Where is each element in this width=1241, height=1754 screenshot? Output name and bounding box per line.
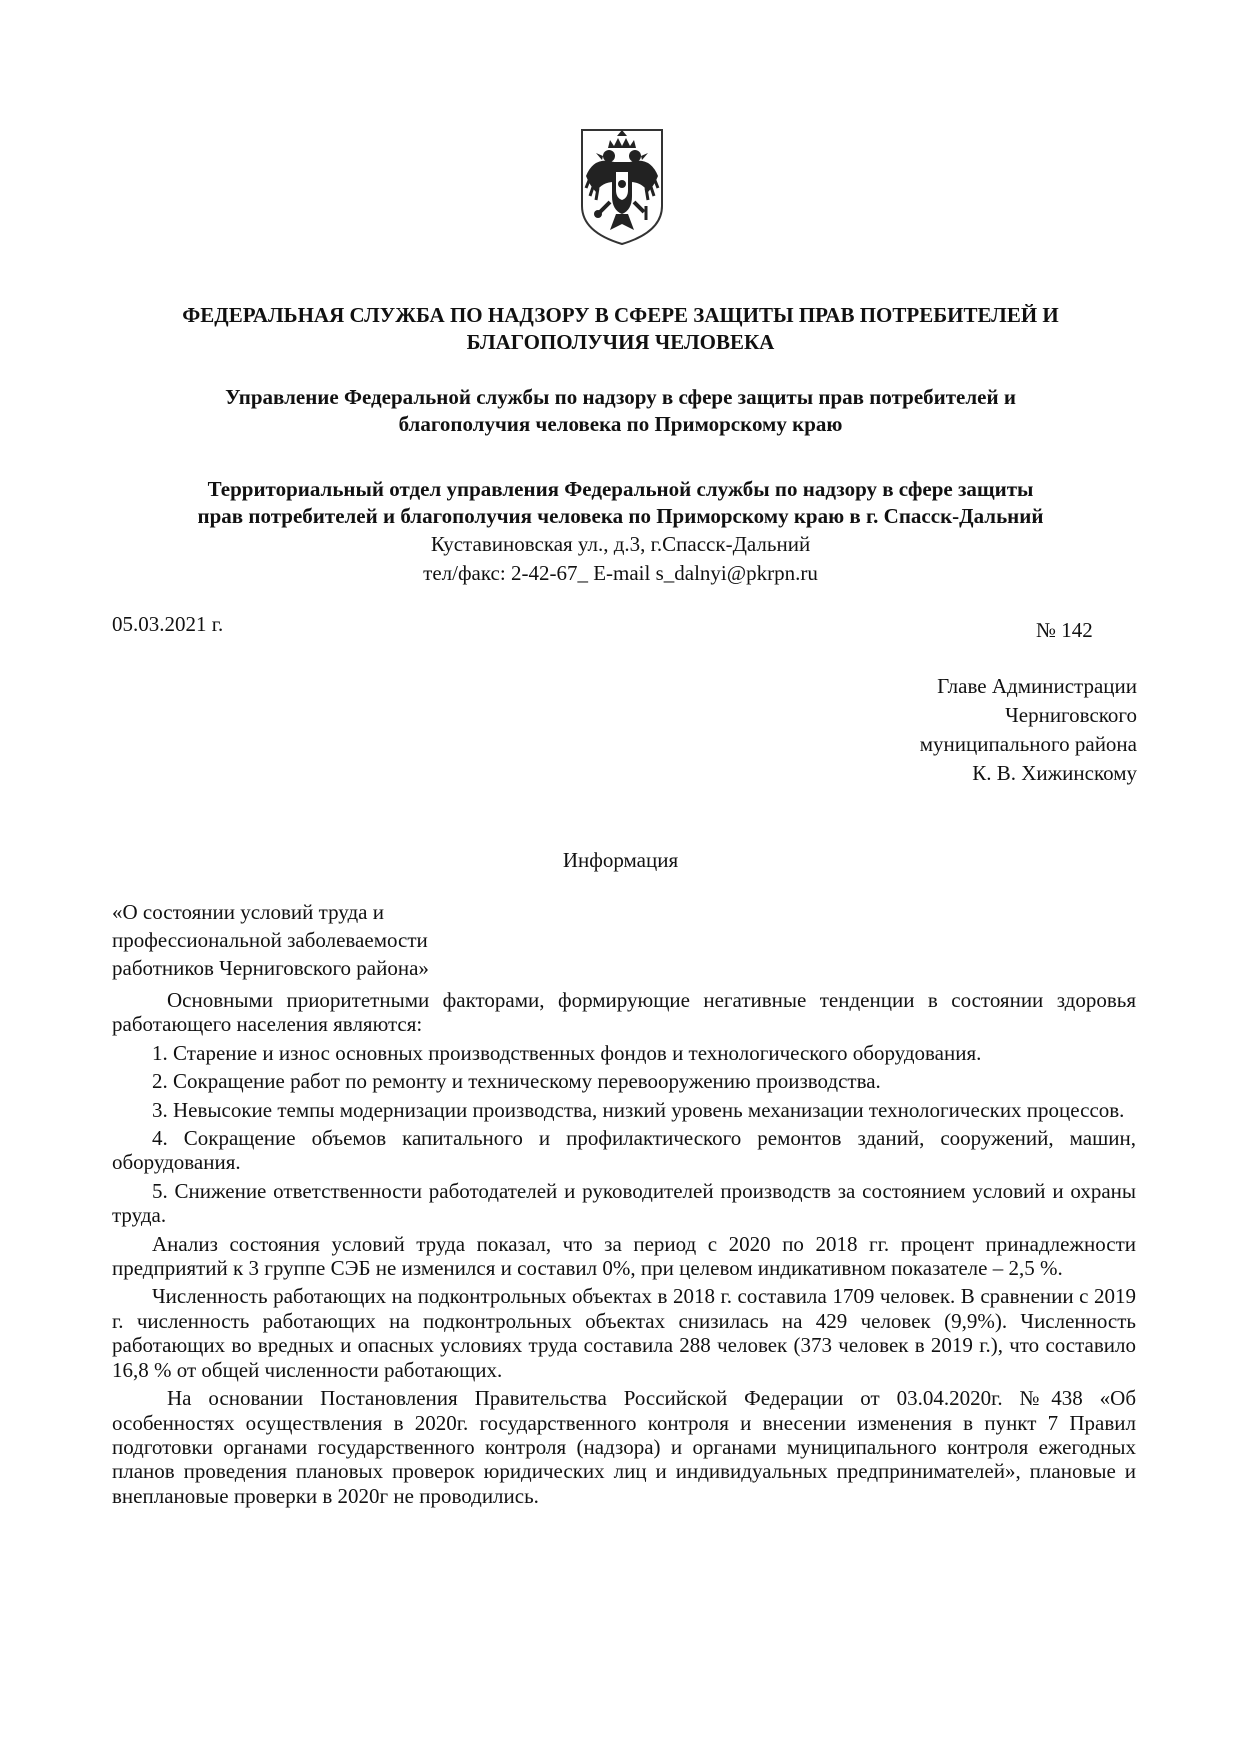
document-number: № 142	[1036, 618, 1093, 642]
document-body	[112, 988, 1136, 1512]
body-paragraph: Анализ состояния условий труда показал, что за период с 2020 по 2018 гг. процент принадлежности предприятий к 3 группе СЭБ не изменился и составил 0%, при целевом индикативном показателе – 2,5 %.	[112, 1231, 1136, 1281]
recipient-line: К. В. Хижинскому	[972, 761, 1137, 785]
recipient-block	[920, 672, 1137, 788]
subject-line: работников Черниговского района»	[112, 956, 429, 980]
body-paragraph: Численность работающих на подконтрольных объектах в 2018 г. составила 1709 человек. В сравнении с 2019 г. численность работающих на подконтрольных объектах снизилась на 429 человек (9,9%). Численность работающих во вредных и опасных условиях труда составила 288 человек (373 человек в 2019 г.), что составило 16,8 % от общей численности работающих.	[112, 1284, 1136, 1382]
recipient-line: Черниговского	[1005, 703, 1137, 727]
department-name	[100, 476, 1141, 530]
list-item: 5. Снижение ответственности работодателей и руководителей производств за состоянием условий и охраны труда.	[112, 1178, 1136, 1228]
list-item: 3. Невысокие темпы модернизации производства, низкий уровень механизации технологических процессов.	[152, 1097, 1125, 1122]
list-item: 4. Сокращение объемов капитального и профилактического ремонтов зданий, сооружений, машин, оборудования.	[112, 1126, 1136, 1175]
directorate-name	[100, 384, 1141, 438]
subject-line: «О состоянии условий труда и	[112, 900, 384, 924]
department-address	[100, 530, 1141, 588]
department-name-line: Территориальный отдел управления Федеральной службы по надзору в сфере защиты	[207, 477, 1034, 501]
contacts-line: тел/факс: 2-42-67_ E-mail s_dalnyi@pkrpn.ru	[423, 561, 818, 585]
address-line: Куставиновская ул., д.3, г.Спасск-Дальний	[430, 532, 811, 556]
directorate-name-line: благополучия человека по Приморскому краю	[398, 412, 843, 436]
body-paragraph: На основании Постановления Правительства Российской Федерации от 03.04.2020г. №438 «Об особенностях осуществления в 2020г. государственного контроля и внесении изменения в пункт 7 Правил подготовки органами государственного контроля (надзора) и органами муниципального контроля ежегодных планов проведения плановых проверок юридических лиц и индивидуальных предпринимателей», плановые и внеплановые проверки в 2020г не проводились.	[112, 1386, 1136, 1508]
service-name-line: БЛАГОПОЛУЧИЯ ЧЕЛОВЕКА	[466, 330, 775, 354]
list-item: 1. Старение и износ основных производственных фондов и технологического оборудования.	[152, 1040, 982, 1065]
recipient-line: Главе Администрации	[937, 674, 1137, 698]
list-item: 2. Сокращение работ по ремонту и техническому перевооружению производства.	[152, 1069, 881, 1094]
service-name	[100, 302, 1141, 356]
document-title: Информация	[562, 848, 679, 872]
department-name-line: прав потребителей и благополучия человека по Приморскому краю в г. Спасск-Дальний	[197, 504, 1044, 528]
directorate-name-line: Управление Федеральной службы по надзору в сфере защиты прав потребителей и	[225, 385, 1016, 409]
body-paragraph: Основными приоритетными факторами, формирующие негативные тенденции в состоянии здоровья работающего населения являются:	[112, 988, 1136, 1037]
recipient-line: муниципального района	[919, 732, 1137, 756]
service-name-line: ФЕДЕРАЛЬНАЯ СЛУЖБА ПО НАДЗОРУ В СФЕРЕ ЗАЩИТЫ ПРАВ ПОТРЕБИТЕЛЕЙ И	[182, 303, 1059, 327]
subject-line: профессиональной заболеваемости	[112, 928, 428, 952]
russian-coat-of-arms-icon	[576, 126, 668, 248]
document-date: 05.03.2021 г.	[112, 612, 224, 636]
document-subject	[112, 898, 429, 982]
